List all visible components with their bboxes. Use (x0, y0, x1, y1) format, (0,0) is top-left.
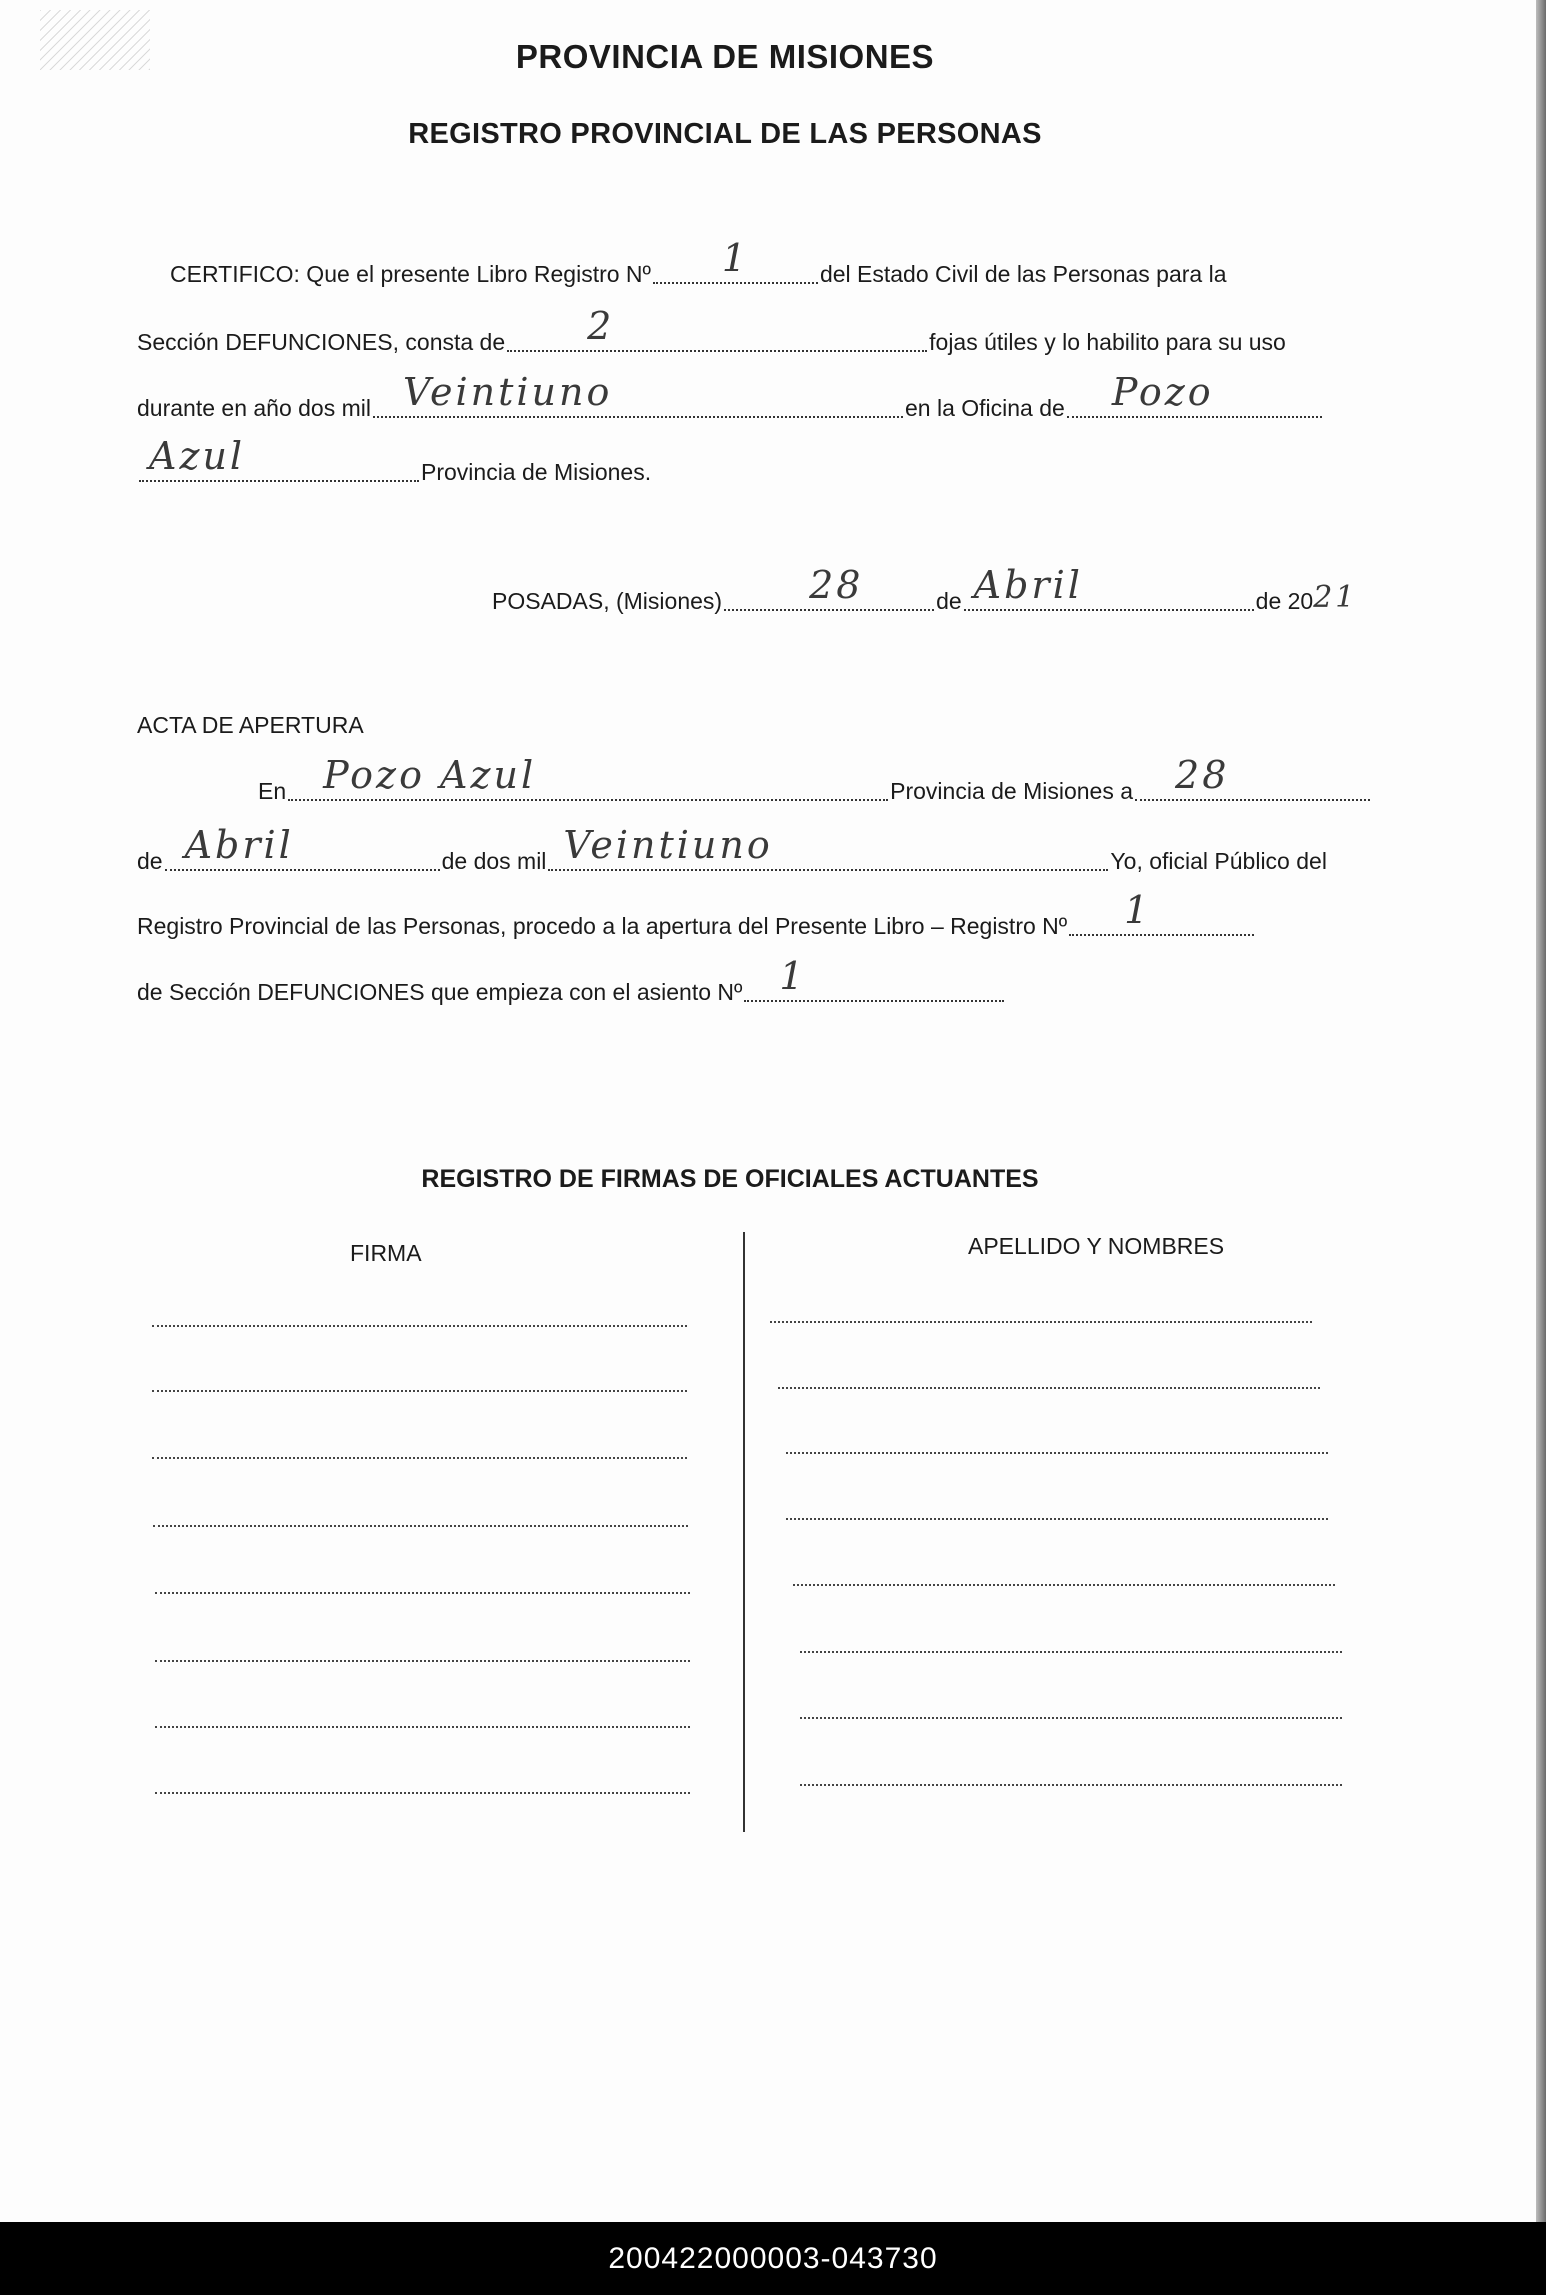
fecha-dia-field: 28 (724, 585, 934, 611)
oficina-field: Pozo (1067, 392, 1322, 418)
fojas-field: 2 (507, 326, 927, 352)
cert-line-1: CERTIFICO: Que el presente Libro Registro Nº 1 del Estado Civil de las Personas para la (170, 236, 1227, 287)
firma-line (152, 1390, 687, 1392)
cert-date-line: POSADAS, (Misiones) 28 de Abril de 20 21 (492, 563, 1358, 615)
acta-line-1: En Pozo Azul Provincia de Misiones a 28 (258, 775, 1372, 805)
acta-libro-number-field: 1 (1069, 910, 1254, 936)
scan-id-footer: 200422000003-043730 (0, 2222, 1546, 2295)
nombre-line (793, 1584, 1335, 1586)
column-divider (743, 1232, 745, 1832)
col-nombres-header: APELLIDO Y NOMBRES (968, 1233, 1225, 1259)
nombre-line (770, 1321, 1312, 1323)
acta-asiento-field: 1 (744, 976, 1004, 1002)
fecha-anio: 21 (1313, 580, 1358, 615)
libro-number-field: 1 (653, 258, 818, 284)
firma-line (155, 1792, 690, 1794)
acta-line-2: de Abril de dos mil Veintiuno Yo, oficial Público del (137, 823, 1327, 874)
nombre-line (800, 1651, 1342, 1653)
cert-line-2: Sección DEFUNCIONES, consta de 2 fojas útiles y lo habilito para su uso (137, 304, 1286, 355)
firmas-title: REGISTRO DE FIRMAS DE OFICIALES ACTUANTES (421, 1165, 1039, 1193)
cert-line-3: durante en año dos mil Veintiuno en la Oficina de Pozo (137, 392, 1324, 422)
fecha-mes-field: Abril (964, 585, 1254, 611)
firma-line (153, 1525, 688, 1527)
acta-anio-field: Veintiuno (548, 845, 1108, 871)
cert-line-4: Azul Provincia de Misiones. (137, 456, 651, 486)
acta-dia-field: 28 (1135, 775, 1370, 801)
firma-line (155, 1726, 690, 1728)
document-title: PROVINCIA DE MISIONES (515, 38, 935, 75)
firma-line (155, 1592, 690, 1594)
anio-field: Veintiuno (373, 392, 903, 418)
oficina-field-cont: Azul (139, 456, 419, 482)
acta-title: ACTA DE APERTURA (137, 712, 364, 738)
nombre-line (778, 1387, 1320, 1389)
nombre-line (800, 1784, 1342, 1786)
acta-mes-field: Abril (165, 845, 440, 871)
acta-line-4: de Sección DEFUNCIONES que empieza con el asiento Nº 1 (137, 976, 1006, 1006)
nombre-line (786, 1518, 1328, 1520)
firma-line (152, 1325, 687, 1327)
nombre-line (786, 1452, 1328, 1454)
acta-lugar-field: Pozo Azul (288, 775, 888, 801)
nombre-line (800, 1717, 1342, 1719)
document-subtitle: REGISTRO PROVINCIAL DE LAS PERSONAS (408, 118, 1042, 150)
firma-line (152, 1457, 687, 1459)
scan-edge (1536, 0, 1546, 2222)
firma-line (155, 1660, 690, 1662)
col-firma-header: FIRMA (350, 1240, 422, 1266)
acta-line-3: Registro Provincial de las Personas, procedo a la apertura del Presente Libro – Registro Nº 1 (137, 910, 1256, 940)
